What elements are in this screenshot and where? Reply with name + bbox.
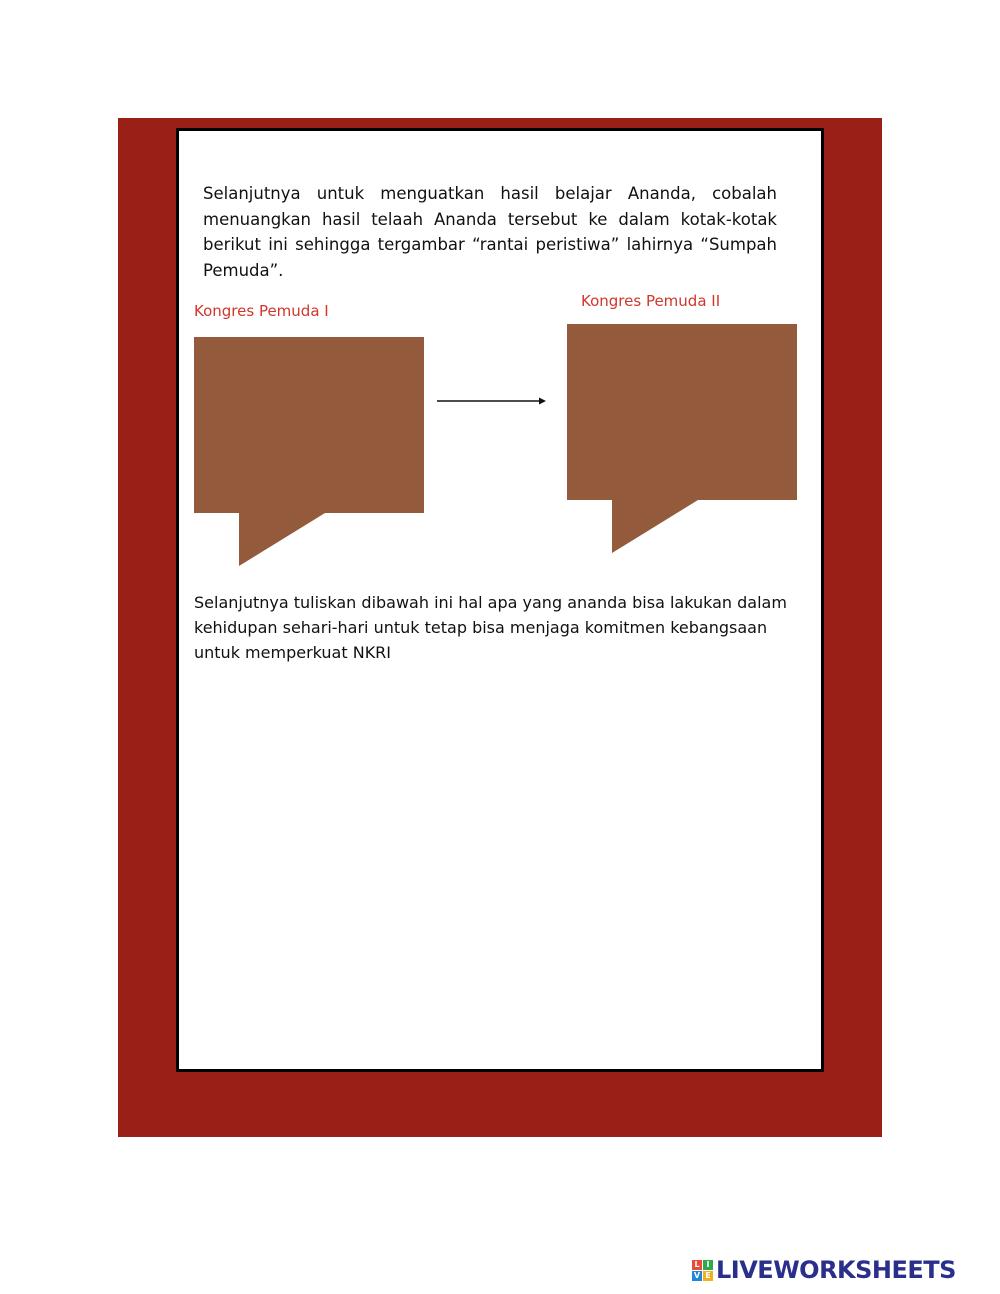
liveworksheets-brand <box>692 1256 956 1284</box>
logo-letter-e: E <box>703 1271 713 1281</box>
speech-bubble-shape <box>194 337 424 567</box>
logo-letter-i: I <box>703 1260 713 1270</box>
box-label-kongres-pemuda-1: Kongres Pemuda I <box>194 302 329 320</box>
answer-box-kongres-pemuda-1[interactable] <box>194 337 424 567</box>
arrow-right-icon <box>436 395 548 407</box>
logo-letter-l: L <box>692 1260 702 1270</box>
box-label-kongres-pemuda-2: Kongres Pemuda II <box>581 292 721 310</box>
answer-box-kongres-pemuda-2[interactable] <box>567 324 797 554</box>
liveworksheets-logo-icon <box>692 1260 713 1281</box>
speech-bubble-shape <box>567 324 797 554</box>
answer-area-nkri[interactable] <box>194 680 794 1050</box>
logo-letter-v: V <box>693 1270 701 1280</box>
intro-paragraph: Selanjutnya untuk menguatkan hasil belajar Ananda, cobalah menuangkan hasil telaah Ananda tersebut ke dalam kotak-kotak berikut ini sehingga tergambar “rantai peristiwa” lahirnya “Sumpah Pemuda”. <box>203 184 777 280</box>
brand-name: LIVEWORKSHEETS <box>716 1256 956 1284</box>
question-paragraph: Selanjutnya tuliskan dibawah ini hal apa yang ananda bisa lakukan dalam kehidupan sehari-hari untuk tetap bisa menjaga komitmen kebangsaan untuk memperkuat NKRI <box>194 593 787 662</box>
